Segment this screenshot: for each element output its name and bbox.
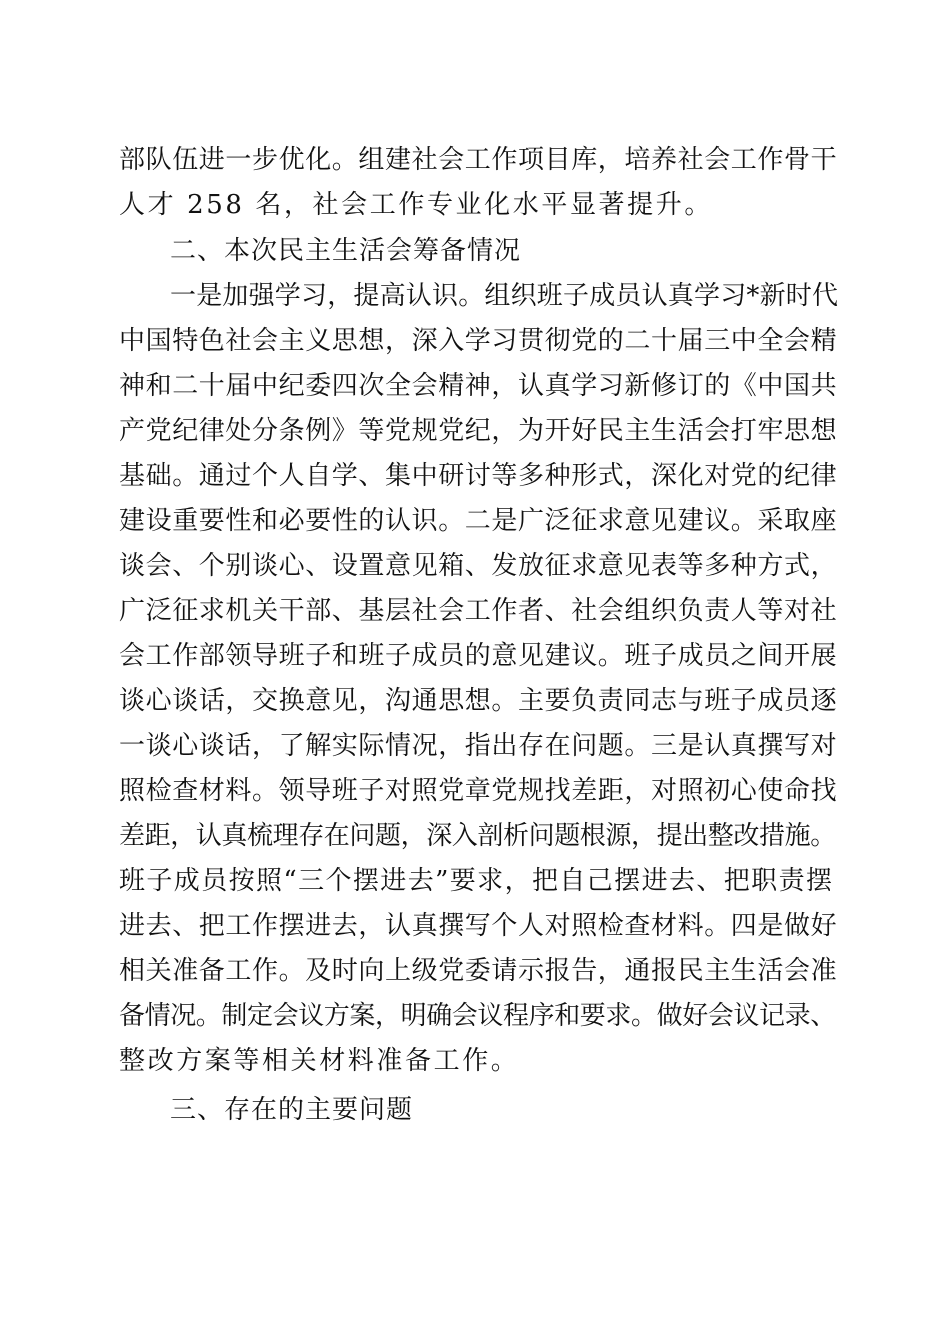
paragraph-line: 进去、把工作摆进去，认真撰写个人对照检查材料。四是做好 [119,911,838,941]
section-heading-2: 二、本次民主生活会筹备情况 [170,236,522,266]
paragraph-line: 中国特色社会主义思想，深入学习贯彻党的二十届三中全会精 [119,326,838,356]
paragraph-line: 产党纪律处分条例》等党规党纪，为开好民主生活会打牢思想 [119,416,838,446]
paragraph-line: 备情况。制定会议方案，明确会议程序和要求。做好会议记录、 [119,1001,836,1031]
paragraph-line: 基础。通过个人自学、集中研讨等多种形式，深化对党的纪律 [119,461,838,491]
section-heading-3: 三、存在的主要问题 [170,1095,414,1125]
paragraph-line: 差距，认真梳理存在问题，深入剖析问题根源，提出整改措施。 [119,821,836,851]
paragraph-line: 相关准备工作。及时向上级党委请示报告，通报民主生活会准 [119,956,838,986]
paragraph-line: 照检查材料。领导班子对照党章党规找差距，对照初心使命找 [119,776,838,806]
intro-line-1: 部队伍进一步优化。组建社会工作项目库，培养社会工作骨干 [119,145,838,175]
intro-line-2: 人才 258 名，社会工作专业化水平显著提升。 [119,190,713,220]
paragraph-line: 一是加强学习，提高认识。组织班子成员认真学习*新时代 [170,281,839,311]
paragraph-line: 整改方案等相关材料准备工作。 [119,1046,520,1076]
paragraph-line: 谈会、个别谈心、设置意见箱、发放征求意见表等多种方式， [119,551,838,581]
paragraph-line: 广泛征求机关干部、基层社会工作者、社会组织负责人等对社 [119,596,838,626]
paragraph-line: 谈心谈话，交换意见，沟通思想。主要负责同志与班子成员逐 [119,686,838,716]
paragraph-line: 会工作部领导班子和班子成员的意见建议。班子成员之间开展 [119,641,838,671]
paragraph-line: 建设重要性和必要性的认识。二是广泛征求意见建议。采取座 [119,506,838,536]
paragraph-line: 班子成员按照“三个摆进去”要求，把自己摆进去、把职责摆 [119,866,834,896]
paragraph-line: 一谈心谈话，了解实际情况，指出存在问题。三是认真撰写对 [119,731,838,761]
paragraph-line: 神和二十届中纪委四次全会精神，认真学习新修订的《中国共 [119,371,838,401]
